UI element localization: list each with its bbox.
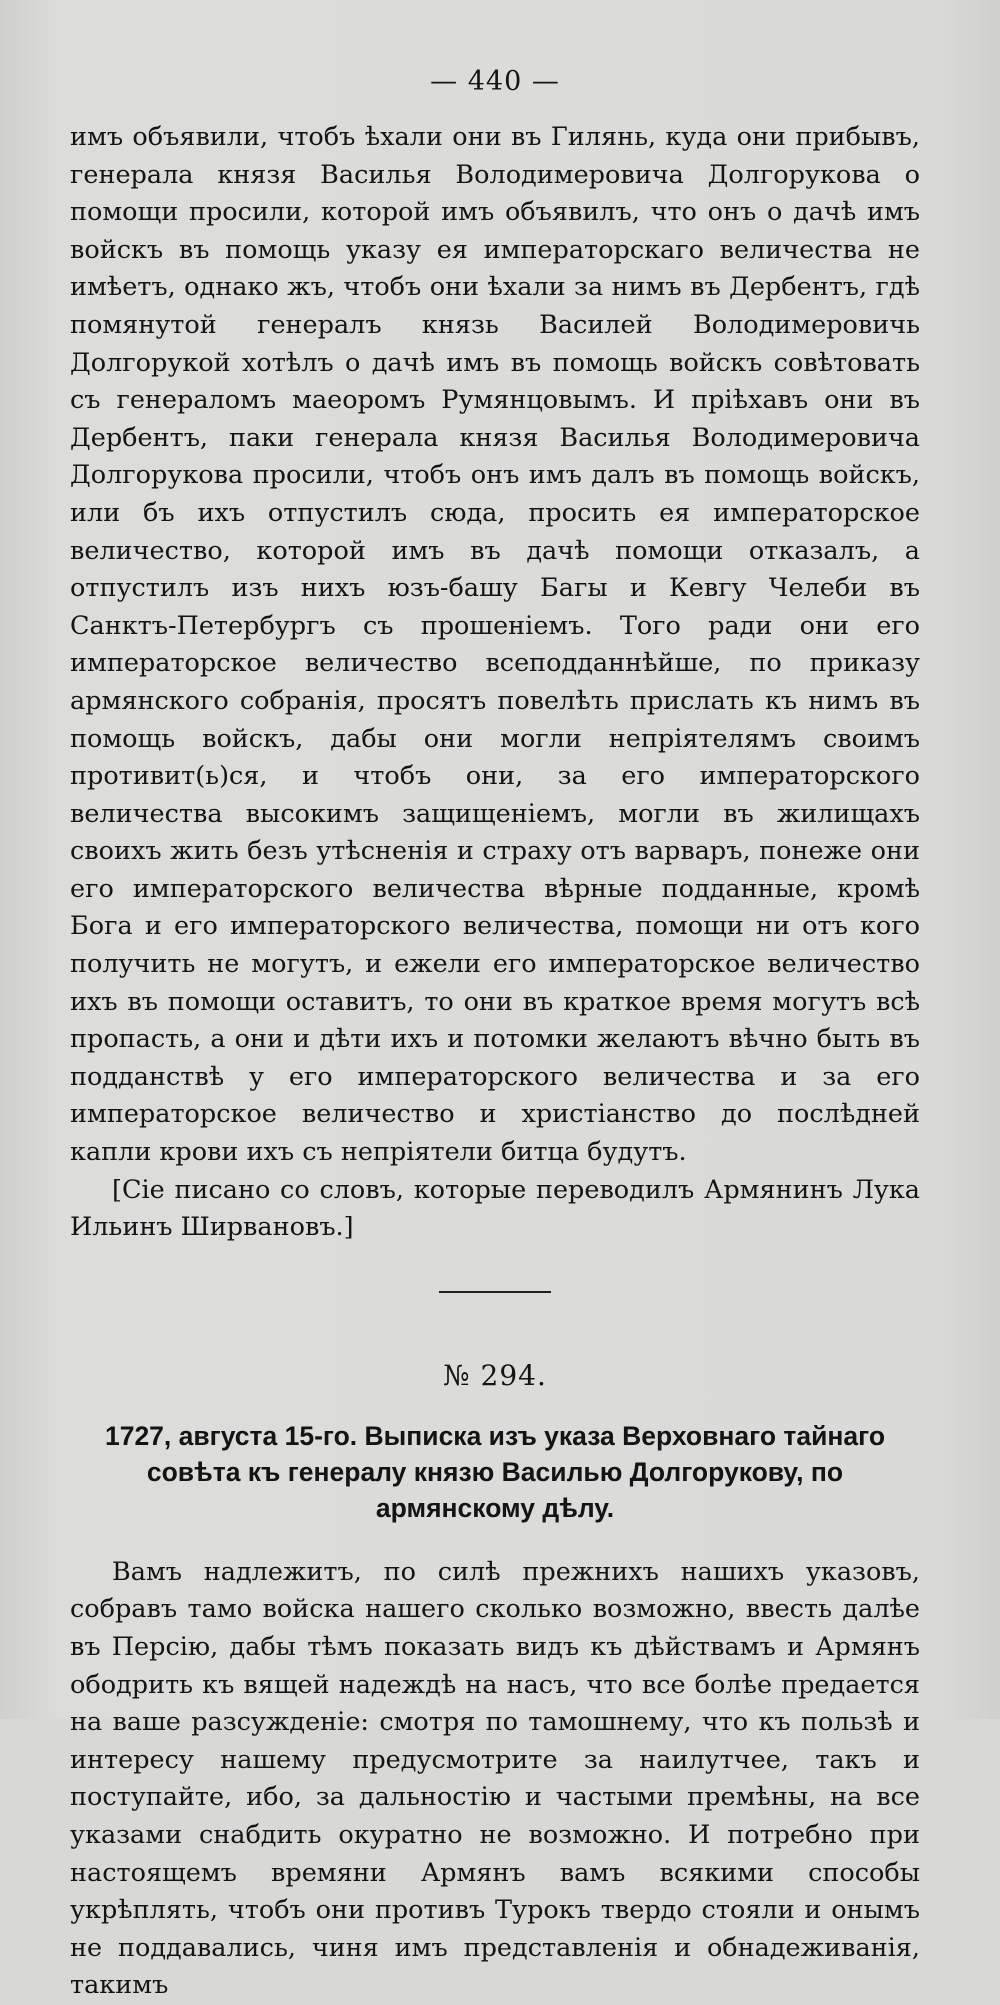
prose-block	[70, 119, 920, 1247]
continued-paragraph: имъ объявили, чтобъ ѣхали они въ Гилянь, куда они прибывъ, генерала князя Василья Володимеровича Долгорукова о помощи просили, которой имъ объявилъ, что онъ о дачѣ имъ войскъ въ помощь указу ея императорскаго величества не имѣетъ, однако жъ, чтобъ они ѣхали за нимъ въ Дербентъ, гдѣ помянутой генералъ князь Василей Володимеровичь Долгорукой хотѣлъ о дачѣ имъ въ помощь войскъ совѣтовать съ генераломъ маеоромъ Румянцовымъ. И пріѣхавъ они въ Дербентъ, паки генерала князя Василья Володимеровича Долгорукова просили, чтобъ онъ имъ далъ въ помощь войскъ, или бъ ихъ отпустилъ сюда, просить ея императорское величество, которой имъ въ дачѣ помощи отказалъ, а отпустилъ изъ нихъ юзъ-башу Багы и Кевгу Челеби въ Санктъ-Петербургъ съ прошеніемъ. Того ради они его императорское величество всеподданнѣйше, по приказу армянского собранія, просятъ повелѣть прислать къ нимъ въ помощь войскъ, дабы они могли непріятелямъ своимъ противит(ь)ся, и чтобъ они, за его императорского величества высокимъ защищеніемъ, могли въ жилищахъ своихъ жить безъ утѣсненія и страху отъ варваръ, понеже они его императорского величества вѣрные подданные, кромѣ Бога и его императорского величества, помощи ни отъ кого получить не могутъ, и ежели его императорское величество ихъ въ помощи оставитъ, то они въ краткое время могутъ всѣ пропасть, а они и дѣти ихъ и потомки желаютъ вѣчно быть въ подданствѣ у его императорского величества и за его императорское величество и христіанство до послѣдней капли крови ихъ съ непріятели битца будутъ.	[70, 122, 920, 1168]
document-heading: 1727, августа 15-го. Выписка изъ указа Верховнаго тайнаго совѣта къ генералу князю Василью Долгорукову, по армянскому дѣлу.	[104, 1420, 886, 1523]
document-body-block	[70, 1554, 920, 2005]
translator-note: [Сіе писано со словъ, которые переводилъ Армянинъ Лука Ильинъ Ширвановъ.]	[70, 1174, 920, 1243]
document-body-paragraph: Вамъ надлежитъ, по силѣ прежнихъ нашихъ указовъ, собравъ тамо войска нашего сколько возможно, ввесть далѣе въ Персію, дабы тѣмъ показать видъ къ дѣйствамъ и Армянъ ободрить къ вящей надеждѣ на насъ, что все болѣе предается на ваше разсужденіе: смотря по тамошнему, что къ пользѣ и интересу нашему предусмотрите за наилутчее, такъ и поступайте, ибо, за дальностію и частыми премѣны, на все указами снабдить окуратно не возможно. И потребно при настоящемъ времяни Армянъ вамъ всякими способы укрѣплять, чтобъ они противъ Турокъ твердо стояли и онымъ не поддавались, чиня имъ представленія и обнадеживанія, такимъ	[70, 1556, 920, 2001]
page-number: — 440 —	[430, 66, 560, 97]
document-number: № 294.	[443, 1358, 547, 1392]
section-divider	[439, 1291, 551, 1293]
